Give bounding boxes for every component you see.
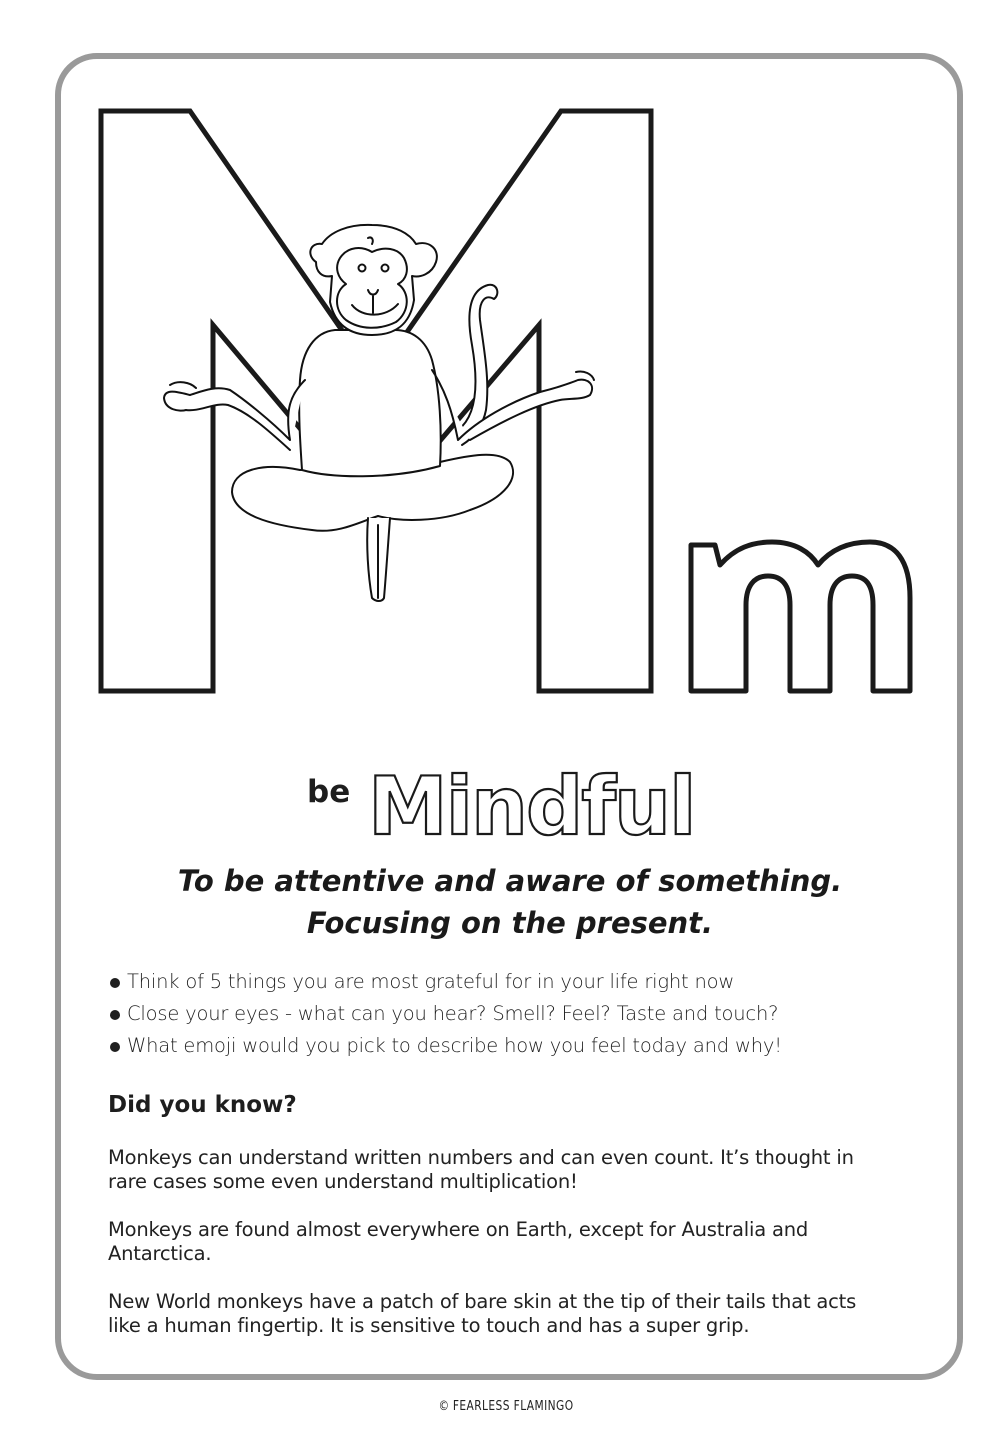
bullet-icon bbox=[110, 1010, 120, 1020]
headline-prefix: be bbox=[307, 774, 351, 810]
list-item bbox=[109, 998, 782, 1030]
lowercase-m-outline bbox=[691, 542, 910, 691]
bullet-icon bbox=[110, 978, 120, 988]
list-item bbox=[109, 1030, 782, 1062]
activity-text: Close your eyes - what can you hear? Smell? Feel? Taste and touch? bbox=[127, 1002, 779, 1025]
headline-word-outline bbox=[368, 738, 698, 842]
fact-line: New World monkeys have a patch of bare skin at the tip of their tails that acts bbox=[108, 1290, 857, 1313]
activity-text: Think of 5 things you are most grateful for in your life right now bbox=[127, 970, 735, 993]
activity-list bbox=[109, 966, 782, 1062]
fact-paragraph bbox=[108, 1146, 918, 1194]
headline-word: Mindful bbox=[368, 760, 695, 842]
did-you-know-facts bbox=[108, 1146, 918, 1362]
headline bbox=[0, 738, 1008, 842]
fact-paragraph bbox=[108, 1218, 918, 1266]
fact-line: like a human fingertip. It is sensitive to touch and has a super grip. bbox=[108, 1314, 750, 1337]
copyright-icon: © bbox=[438, 1399, 450, 1414]
fact-paragraph bbox=[108, 1290, 918, 1338]
fact-line: Monkeys can understand written numbers and can even count. It’s thought in bbox=[108, 1146, 854, 1169]
footer-brand: FEARLESS FLAMINGO bbox=[452, 1399, 574, 1414]
fact-line: Antarctica. bbox=[108, 1242, 212, 1265]
bullet-icon bbox=[110, 1042, 120, 1052]
definition-line-2: Focusing on the present. bbox=[306, 906, 714, 940]
did-you-know-title: Did you know? bbox=[108, 1092, 297, 1118]
definition bbox=[0, 860, 1008, 944]
definition-line-1: To be attentive and aware of something. bbox=[177, 864, 843, 898]
list-item bbox=[109, 966, 782, 998]
fact-line: Monkeys are found almost everywhere on Earth, except for Australia and bbox=[108, 1218, 809, 1241]
fact-line: rare cases some even understand multiplication! bbox=[108, 1170, 578, 1193]
activity-text: What emoji would you pick to describe how you feel today and why! bbox=[127, 1034, 782, 1057]
footer-credit bbox=[91, 1399, 921, 1414]
